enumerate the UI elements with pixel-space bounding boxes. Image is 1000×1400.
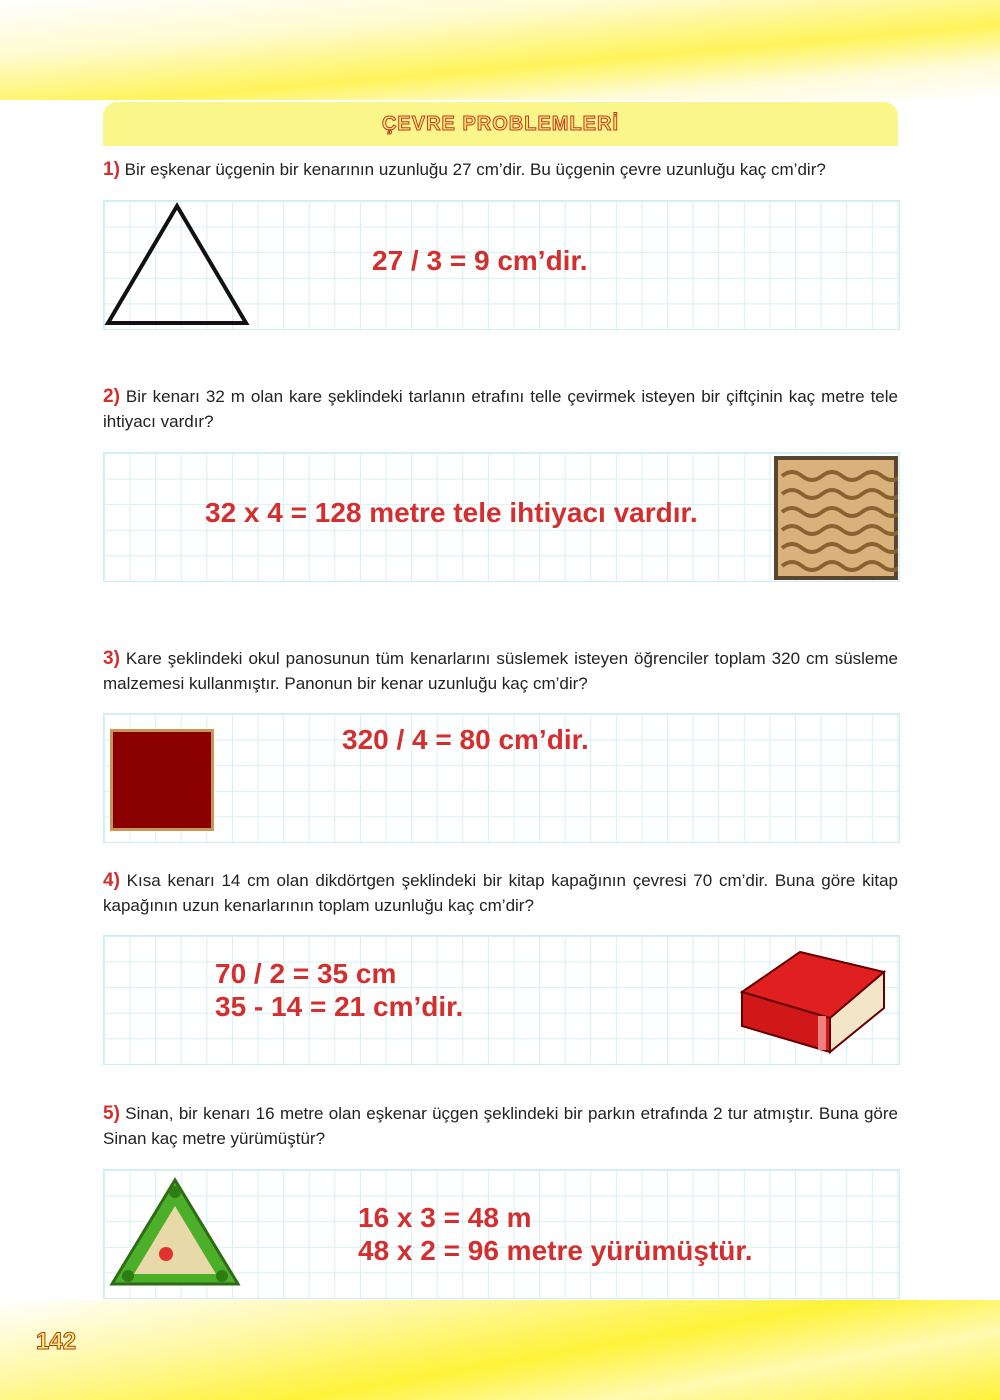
question-3: 3) Kare şeklindeki okul panosunun tüm kenarlarını süslemek isteyen öğrenciler toplam 320 cm süsleme malzemesi kullanmıştır. Panonun bir kenar uzunluğu kaç cm’dir? bbox=[103, 648, 898, 693]
answer-4-line-1: 70 / 2 = 35 cm bbox=[215, 958, 397, 989]
answer-4-line-2: 35 - 14 = 21 cm’dir. bbox=[215, 991, 464, 1022]
question-1: 1) Bir eşkenar üçgenin bir kenarının uzunluğu 27 cm’dir. Bu üçgenin çevre uzunluğu kaç cm’dir? bbox=[103, 159, 826, 180]
answer-5-line-1: 16 x 3 = 48 m bbox=[358, 1202, 532, 1233]
book-icon bbox=[738, 948, 888, 1054]
bottom-decoration bbox=[0, 1300, 1000, 1400]
park-icon bbox=[108, 1176, 242, 1288]
answer-1: 27 / 3 = 9 cm’dir. bbox=[372, 245, 588, 276]
question-4: 4) Kısa kenarı 14 cm olan dikdörtgen şeklindeki bir kitap kapağının çevresi 70 cm’dir. Buna göre kitap kapağının uzun kenarlarının toplam uzunluğu kaç cm’dir? bbox=[103, 870, 898, 915]
board-icon bbox=[110, 729, 214, 831]
question-5: 5) Sinan, bir kenarı 16 metre olan eşkenar üçgen şeklindeki bir parkın etrafında 2 tur atmıştır. Buna göre Sinan kaç metre yürümüştür? bbox=[103, 1103, 898, 1148]
answer-3: 320 / 4 = 80 cm’dir. bbox=[342, 724, 589, 755]
triangle-icon bbox=[104, 200, 250, 328]
question-2: 2) Bir kenarı 32 m olan kare şeklindeki tarlanın etrafını telle çevirmek isteyen bir çiftçinin kaç metre tele ihtiyacı vardır? bbox=[103, 386, 898, 431]
answer-5-line-2: 48 x 2 = 96 metre yürümüştür. bbox=[358, 1235, 753, 1266]
page-title: ÇEVRE PROBLEMLERİ bbox=[103, 102, 898, 146]
page-number: 142 bbox=[36, 1328, 77, 1355]
answer-2: 32 x 4 = 128 metre tele ihtiyacı vardır. bbox=[205, 497, 698, 528]
field-icon bbox=[774, 456, 898, 580]
top-decoration bbox=[0, 0, 1000, 100]
